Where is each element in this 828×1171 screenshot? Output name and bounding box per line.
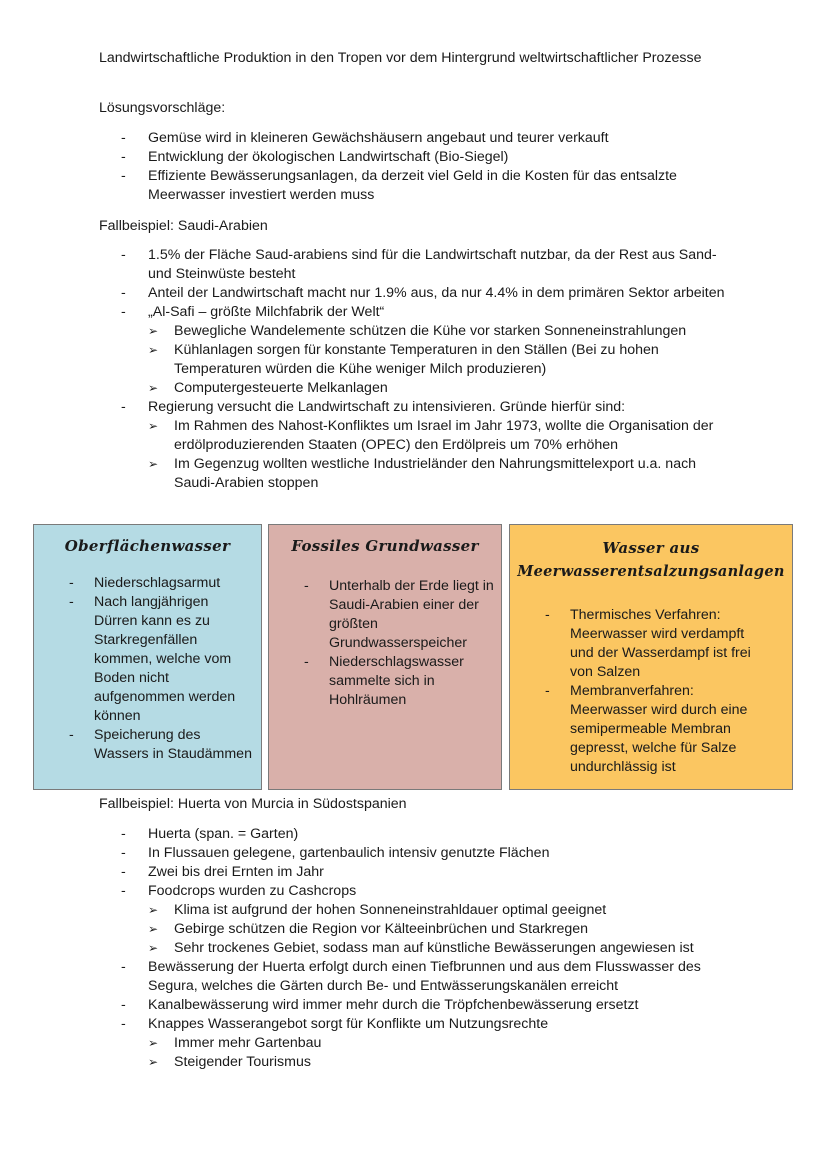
list-item: - Anteil der Landwirtschaft macht nur 1.9% aus, da nur 4.4% in dem primären Sektor arbeiten — [121, 285, 725, 301]
box-item: - Niederschlagswasser sammelte sich in Hohlräumen — [304, 654, 464, 708]
solutions-title: Lösungsvorschläge: — [99, 100, 226, 116]
box-item: - Thermisches Verfahren: Meerwasser wird verdampft und der Wasserdampf ist frei von Salzen — [545, 607, 751, 680]
box-fossil-groundwater — [268, 524, 502, 790]
box-title: Wasser aus — [602, 539, 700, 557]
box-item: - Nach langjährigen Dürren kann es zu Starkregenfällen kommen, welche vom Boden nicht aufgenommen werden können — [69, 594, 236, 724]
sub-list-item: ➢ Computergesteuerte Melkanlagen — [148, 380, 388, 396]
list-item: - Bewässerung der Huerta erfolgt durch einen Tiefbrunnen und aus dem Flusswasser des Segura, welches die Gärten durch Be- und Entwässerungskanälen erreicht — [121, 959, 701, 994]
box-item: - Speicherung des Wassers in Staudämmen — [69, 727, 252, 762]
huerta-list — [99, 825, 739, 1072]
box-title: Oberflächenwasser — [64, 537, 231, 555]
list-item: - Kanalbewässerung wird immer mehr durch die Tröpfchenbewässerung ersetzt — [121, 997, 639, 1013]
saudi-title: Fallbeispiel: Saudi-Arabien — [99, 218, 268, 234]
list-item: - Zwei bis drei Ernten im Jahr — [121, 864, 324, 880]
huerta-title: Fallbeispiel: Huerta von Murcia in Südostspanien — [99, 796, 407, 812]
box-item: - Niederschlagsarmut — [69, 575, 221, 591]
list-item: - 1.5% der Fläche Saud-arabiens sind für die Landwirtschaft nutzbar, da der Rest aus Sand- und Steinwüste besteht — [121, 247, 717, 282]
list-item: - Foodcrops wurden zu Cashcrops — [121, 883, 357, 899]
sub-list-item: ➢ Im Gegenzug wollten westliche Industrieländer den Nahrungsmittelexport u.a. nach Saudi-Arabien stoppen — [148, 456, 697, 491]
list-item: - In Flussauen gelegene, gartenbaulich intensiv genutzte Flächen — [121, 845, 550, 861]
solutions-list — [99, 129, 739, 205]
sub-list-item: ➢ Bewegliche Wandelemente schützen die Kühe vor starken Sonneneinstrahlungen — [148, 323, 687, 339]
list-item: - Gemüse wird in kleineren Gewächshäusern angebaut und teurer verkauft — [121, 130, 609, 146]
box-surface-water — [33, 524, 262, 790]
sub-list-item: ➢ Immer mehr Gartenbau — [148, 1035, 322, 1051]
sub-list-item: ➢ Im Rahmen des Nahost-Konfliktes um Israel im Jahr 1973, wollte die Organisation der erdölproduzierenden Staaten (OPEC) den Erdölpreis um 70% erhöhen — [148, 418, 714, 453]
box-title-line2: Meerwasserentsalzungsanlagen — [517, 563, 785, 580]
list-item: - Effiziente Bewässerungsanlagen, da derzeit viel Geld in die Kosten für das entsalzte Meerwasser investiert werden muss — [121, 168, 677, 203]
box-title: Fossiles Grundwasser — [291, 537, 479, 555]
box-item: - Membranverfahren: Meerwasser wird durch eine semipermeable Membran gepresst, welche für Salze undurchlässig ist — [545, 683, 748, 775]
list-item: - Entwicklung der ökologischen Landwirtschaft (Bio-Siegel) — [121, 149, 509, 165]
box-item: - Unterhalb der Erde liegt in Saudi-Arabien einer der größten Grundwasserspeicher — [304, 578, 494, 651]
list-item: - Huerta (span. = Garten) — [121, 826, 299, 842]
sub-list-item: ➢ Sehr trockenes Gebiet, sodass man auf künstliche Bewässerungen angewiesen ist — [148, 940, 694, 956]
list-item: - Knappes Wasserangebot sorgt für Konflikte um Nutzungsrechte — [121, 1016, 549, 1032]
sub-list-item: ➢ Kühlanlagen sorgen für konstante Temperaturen in den Ställen (Bei zu hohen Temperaturen würden die Kühe weniger Milch produzieren) — [148, 342, 659, 377]
list-item: - „Al-Safi – größte Milchfabrik der Welt“ — [121, 304, 385, 320]
sub-list-item: ➢ Steigender Tourismus — [148, 1054, 311, 1070]
list-item: - Regierung versucht die Landwirtschaft zu intensivieren. Gründe hierfür sind: — [121, 399, 626, 415]
box-desalination-water — [509, 524, 793, 790]
saudi-list — [99, 246, 739, 493]
document-heading: Landwirtschaftliche Produktion in den Tropen vor dem Hintergrund weltwirtschaftlicher Prozesse — [99, 50, 702, 66]
sub-list-item: ➢ Gebirge schützen die Region vor Kälteeinbrüchen und Starkregen — [148, 921, 589, 937]
sub-list-item: ➢ Klima ist aufgrund der hohen Sonneneinstrahldauer optimal geeignet — [148, 902, 607, 918]
